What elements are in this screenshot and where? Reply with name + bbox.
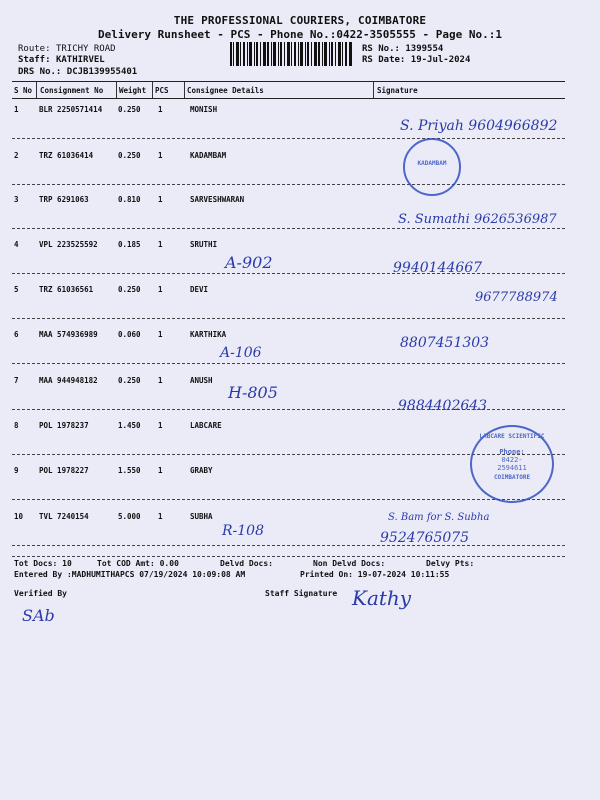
route-label: Route: (18, 44, 51, 54)
col-signature: Signature (377, 86, 418, 95)
drs-value: DCJB139955401 (66, 67, 138, 77)
row-pcs: 1 (158, 240, 163, 249)
labcare-phone-2: 2594611 (497, 464, 527, 472)
col-divider (184, 82, 185, 99)
signature-row3: S. Sumathi 9626536987 (398, 212, 557, 227)
row-weight: 5.000 (118, 512, 141, 521)
row-consignment: TRZ 61036561 (39, 285, 94, 294)
flat-row4: A-902 (225, 253, 273, 272)
row-weight: 0.810 (118, 195, 141, 204)
row-consignee: SRUTHI (190, 240, 218, 249)
col-sno: S No (14, 86, 33, 95)
row-sno: 7 (14, 376, 19, 385)
tot-cod: Tot COD Amt: 0.00 (97, 559, 179, 568)
phone-row7: 9884402643 (398, 398, 488, 414)
runsheet-subtitle: Delivery Runsheet - PCS - Phone No.:0422-3505555 - Page No.:1 (98, 28, 502, 41)
delvy-pts: Delvy Pts: (426, 559, 475, 568)
printed-on: Printed On: 19-07-2024 10:11:55 (300, 570, 450, 579)
signature-row1: S. Priyah 9604966892 (400, 118, 558, 134)
row-weight: 0.250 (118, 105, 141, 114)
row-divider (12, 228, 565, 229)
company-title: THE PROFESSIONAL COURIERS, COIMBATORE (173, 14, 427, 27)
staff-handwritten-signature: Kathy (352, 586, 412, 610)
verified-signature: SAb (22, 606, 55, 625)
row-divider (12, 499, 565, 500)
col-weight: Weight (119, 86, 147, 95)
rs-no-value: 1399554 (405, 44, 444, 54)
row-divider (12, 138, 565, 139)
row-consignment: TRZ 61036414 (39, 151, 94, 160)
row-sno: 3 (14, 195, 19, 204)
barcode (230, 42, 352, 66)
row-pcs: 1 (158, 376, 163, 385)
row-sno: 1 (14, 105, 19, 114)
row-sno: 4 (14, 240, 19, 249)
col-pcs: PCS (155, 86, 169, 95)
row-divider (12, 184, 565, 185)
row-divider (12, 363, 565, 364)
row-consignment: TVL 7240154 (39, 512, 89, 521)
row-consignee: ANUSH (190, 376, 213, 385)
row-weight: 0.185 (118, 240, 141, 249)
row-consignee: LABCARE (190, 421, 222, 430)
row-divider (12, 318, 565, 319)
phone-row6: 8807451303 (400, 335, 490, 351)
staff-value: KATHIRVEL (55, 55, 105, 65)
staff-row (18, 55, 105, 65)
row-sno: 10 (14, 512, 24, 521)
row-consignment: MAA 944948182 (39, 376, 98, 385)
row-sno: 2 (14, 151, 19, 160)
row-weight: 0.060 (118, 330, 141, 339)
rs-date-row (362, 55, 470, 65)
staff-label: Staff: (18, 55, 51, 65)
row-consignment: MAA 574936989 (39, 330, 98, 339)
col-consignee: Consignee Details (187, 86, 264, 95)
route-row (18, 44, 116, 54)
row-pcs: 1 (158, 195, 163, 204)
col-divider (36, 82, 37, 99)
row-weight: 0.250 (118, 285, 141, 294)
row-pcs: 1 (158, 512, 163, 521)
table-top-rule (12, 81, 565, 82)
row-consignee: SARVESHWARAN (190, 195, 245, 204)
kadambam-stamp-text: KADAMBAM (417, 160, 447, 167)
drs-label: DRS No.: (18, 67, 62, 77)
row-pcs: 1 (158, 421, 163, 430)
row-consignee: DEVI (190, 285, 209, 294)
col-consignment: Consignment No (40, 86, 104, 95)
row-pcs: 1 (158, 151, 163, 160)
labcare-stamp (470, 425, 554, 503)
kadambam-stamp (403, 138, 461, 196)
row-weight: 0.250 (118, 376, 141, 385)
staff-signature-label: Staff Signature (265, 589, 338, 598)
row-consignee: MONISH (190, 105, 218, 114)
row-consignment: VPL 223525592 (39, 240, 98, 249)
phone-row4: 9940144667 (393, 260, 483, 276)
row-weight: 1.450 (118, 421, 141, 430)
verified-by: Verified By (14, 589, 67, 598)
rs-date-label: RS Date: (362, 55, 406, 65)
row-sno: 5 (14, 285, 19, 294)
labcare-phone-1: 0422- (501, 456, 523, 464)
flat-row7: H-805 (228, 383, 278, 402)
labcare-city: COIMBATORE (493, 474, 531, 481)
flat-row10: R-108 (222, 523, 264, 539)
signature-row10: S. Bam for S. Subha (388, 512, 490, 523)
row-sno: 6 (14, 330, 19, 339)
row-weight: 0.250 (118, 151, 141, 160)
row-consignment: POL 1978237 (39, 421, 89, 430)
rs-no-row (362, 44, 443, 54)
row-pcs: 1 (158, 285, 163, 294)
route-value: TRICHY ROAD (55, 44, 116, 54)
row-consignee: GRABY (190, 466, 213, 475)
row-sno: 9 (14, 466, 19, 475)
col-divider (116, 82, 117, 99)
row-consignment: POL 1978227 (39, 466, 89, 475)
labcare-phone-label: Phone: (499, 448, 525, 456)
col-divider (152, 82, 153, 99)
table-header-rule (12, 98, 565, 99)
row-consignee: KARTHIKA (190, 330, 227, 339)
row-pcs: 1 (158, 466, 163, 475)
row-divider (12, 545, 565, 546)
non-delvd-docs: Non Delvd Docs: (313, 559, 386, 568)
row-pcs: 1 (158, 105, 163, 114)
rs-no-label: RS No.: (362, 44, 400, 54)
row-consignee: SUBHA (190, 512, 213, 521)
row-consignment: BLR 2250571414 (39, 105, 103, 114)
footer-rule (12, 556, 565, 557)
row-sno: 8 (14, 421, 19, 430)
entered-by: Entered By :MADHUMITHAPCS 07/19/2024 10:09:08 AM (14, 570, 246, 579)
phone-row5: 9677788974 (475, 290, 558, 305)
drs-row (18, 67, 137, 77)
col-divider (373, 82, 374, 99)
row-pcs: 1 (158, 330, 163, 339)
phone-row10: 9524765075 (380, 530, 470, 546)
flat-row6: A-106 (220, 345, 262, 361)
row-weight: 1.550 (118, 466, 141, 475)
row-consignment: TRP 6291063 (39, 195, 89, 204)
row-consignee: KADAMBAM (190, 151, 227, 160)
delvd-docs: Delvd Docs: (220, 559, 273, 568)
rs-date-value: 19-Jul-2024 (410, 55, 471, 65)
tot-docs: Tot Docs: 10 (14, 559, 72, 568)
labcare-stamp-name: LABCARE SCIENTIFIC (479, 433, 545, 440)
